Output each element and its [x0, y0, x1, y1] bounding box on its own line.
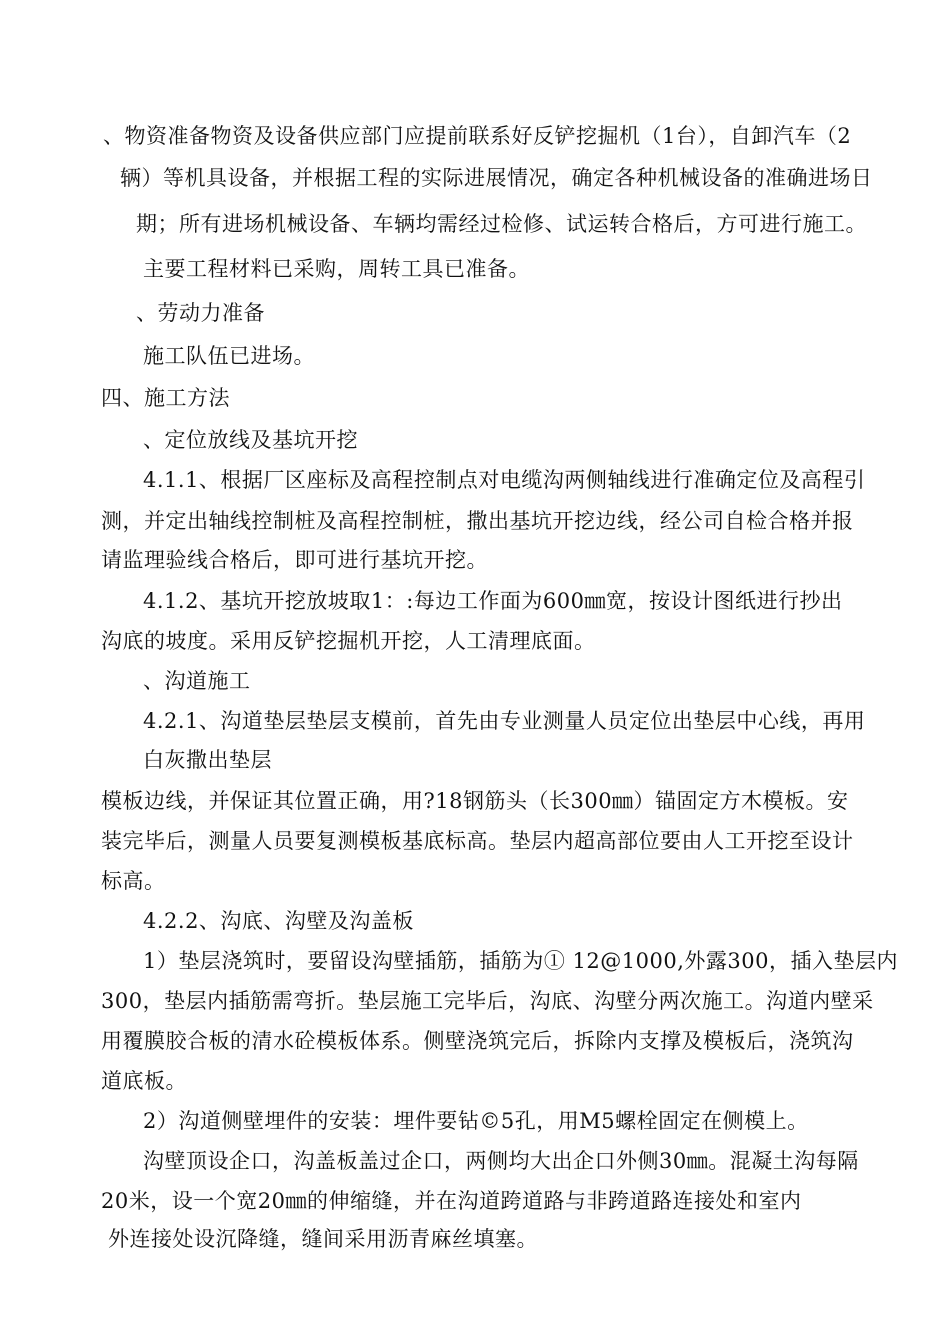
text-line-28: 外连接处设沉降缝，缝间采用沥青麻丝填塞。	[108, 1227, 538, 1251]
text-line-1: 、物资准备物资及设备供应部门应提前联系好反铲挖掘机（1台），自卸汽车（2	[103, 124, 852, 148]
text-line-12: 4.1.2、基坑开挖放坡取1：:每边工作面为600㎜宽，按设计图纸进行抄出	[143, 589, 843, 613]
text-line-20: 4.2.2、沟底、沟壁及沟盖板	[143, 909, 414, 933]
text-line-4: 主要工程材料已采购，周转工具已准备。	[143, 257, 530, 281]
text-line-16: 白灰撒出垫层	[143, 748, 272, 772]
text-line-18: 装完毕后，测量人员要复测模板基底标高。垫层内超高部位要由人工开挖至设计	[101, 829, 854, 853]
text-line-15: 4.2.1、沟道垫层垫层支模前，首先由专业测量人员定位出垫层中心线，再用	[143, 709, 866, 733]
text-line-22: 300，垫层内插筋需弯折。垫层施工完毕后，沟底、沟壁分两次施工。沟道内壁采	[101, 989, 874, 1013]
text-line-25: 2）沟道侧壁埋件的安装：埋件要钻©5孔，用M5螺栓固定在侧模上。	[143, 1109, 809, 1133]
text-line-21: 1）垫层浇筑时，要留设沟壁插筋，插筋为① 12@1000,外露300，插入垫层内	[143, 949, 898, 973]
section-heading-4: 四、施工方法	[101, 386, 230, 410]
subsection-heading-4-2: 、沟道施工	[143, 669, 251, 693]
text-line-6: 施工队伍已进场。	[143, 344, 315, 368]
text-line-13: 沟底的坡度。采用反铲挖掘机开挖，人工清理底面。	[101, 629, 596, 653]
text-line-10: 测，并定出轴线控制桩及高程控制桩，撒出基坑开挖边线，经公司自检合格并报	[101, 509, 854, 533]
text-line-24: 道底板。	[101, 1069, 187, 1093]
text-line-26: 沟壁顶设企口，沟盖板盖过企口，两侧均大出企口外侧30㎜。混凝土沟每隔	[143, 1149, 859, 1173]
section-heading-labor: 、劳动力准备	[136, 301, 265, 325]
subsection-heading-4-1: 、定位放线及基坑开挖	[143, 428, 358, 452]
text-line-2: 辆）等机具设备，并根据工程的实际进展情况，确定各种机械设备的准确进场日	[120, 166, 873, 190]
text-line-3: 期；所有进场机械设备、车辆均需经过检修、试运转合格后，方可进行施工。	[136, 212, 867, 236]
text-line-23: 用覆膜胶合板的清水砼模板体系。侧壁浇筑完后，拆除内支撑及模板后，浇筑沟	[101, 1029, 854, 1053]
text-line-17: 模板边线，并保证其位置正确，用?18钢筋头（长300㎜）锚固定方木模板。安	[101, 789, 849, 813]
text-line-11: 请监理验线合格后，即可进行基坑开挖。	[101, 548, 488, 572]
text-line-9: 4.1.1、根据厂区座标及高程控制点对电缆沟两侧轴线进行准确定位及高程引	[143, 468, 866, 492]
text-line-19: 标高。	[101, 869, 166, 893]
text-line-27: 20米，设一个宽20㎜的伸缩缝，并在沟道跨道路与非跨道路连接处和室内	[101, 1189, 802, 1213]
